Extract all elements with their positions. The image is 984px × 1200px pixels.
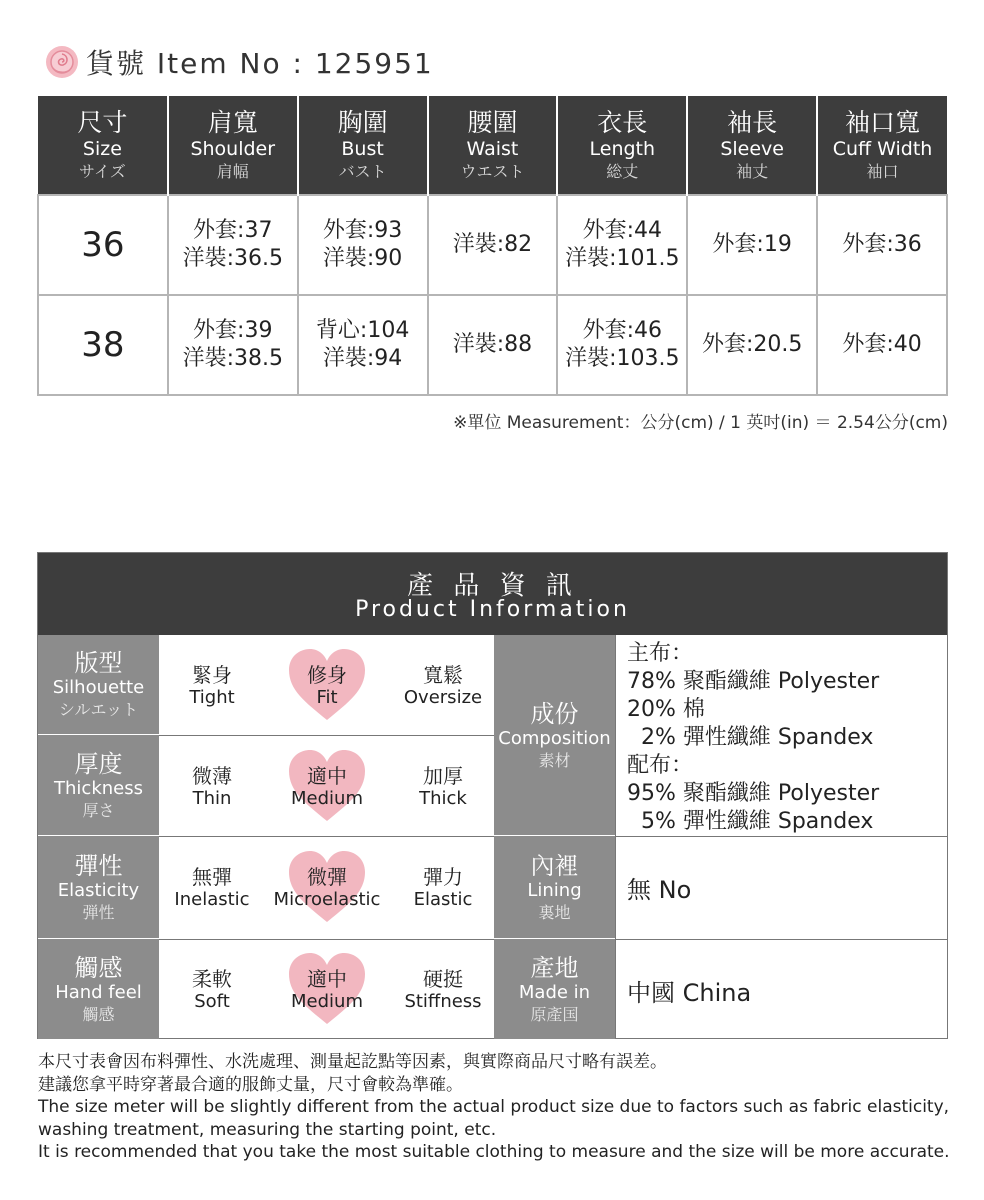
hand-feel-option-stiffness: 硬挺 Stiffness <box>404 967 482 1012</box>
elasticity-option-microelastic: 微彈 Microelastic <box>273 865 381 910</box>
item-number-text: 貨號 Item No : 125951 <box>86 47 434 80</box>
lining-value: 無 No <box>627 876 692 904</box>
list-item: 5% 彈性纖維 Spandex <box>627 809 874 834</box>
thickness-option-thick: 加厚 Thick <box>419 764 467 809</box>
column-header-waist: 腰圍 Waist ウエスト <box>428 96 558 195</box>
shoulder-cell: 外套:37 洋裝:36.5 <box>168 195 298 295</box>
disclaimer <box>38 1051 950 1164</box>
column-header-shoulder: 肩寬 Shoulder 肩幅 <box>168 96 298 195</box>
table-row <box>38 195 947 295</box>
list-item: 20% 棉 <box>627 697 705 722</box>
size-table-header-row <box>38 96 947 195</box>
product-info-title-zh: 產 品 資 訊 <box>407 571 578 601</box>
length-cell: 外套:46 洋裝:103.5 <box>557 295 687 395</box>
column-header-sleeve: 袖長 Sleeve 袖丈 <box>687 96 817 195</box>
column-header-bust: 胸圍 Bust バスト <box>298 96 428 195</box>
measurement-note: ※單位 Measurement：公分(cm) / 1 英吋(in) ＝ 2.54公分(cm) <box>453 413 948 433</box>
cuff-width-cell: 外套:36 <box>817 195 947 295</box>
silhouette-option-tight: 緊身 Tight <box>189 663 235 708</box>
column-header-size: 尺寸 Size サイズ <box>38 96 168 195</box>
column-header-length: 衣長 Length 総丈 <box>557 96 687 195</box>
rose-icon <box>44 44 80 80</box>
disclaimer-line: 建議您拿平時穿著最合適的服飾丈量，尺寸會較為準確。 <box>38 1074 463 1095</box>
thickness-option-thin: 微薄 Thin <box>192 764 232 809</box>
bust-cell: 外套:93 洋裝:90 <box>298 195 428 295</box>
divider <box>159 735 494 736</box>
silhouette-option-fit: 修身 Fit <box>307 663 347 708</box>
column-header-cuff-width: 袖口寬 Cuff Width 袖口 <box>817 96 947 195</box>
hand-feel-option-medium: 適中 Medium <box>291 967 363 1012</box>
thickness-option-medium: 適中 Medium <box>291 764 363 809</box>
waist-cell: 洋裝:82 <box>428 195 558 295</box>
origin-value: 中國 China <box>627 979 752 1007</box>
silhouette-label: 版型 Silhouette シルエット <box>38 635 159 735</box>
list-item: 95% 聚酯纖維 Polyester <box>627 781 880 806</box>
product-info-header <box>38 553 947 635</box>
sleeve-cell: 外套:19 <box>687 195 817 295</box>
size-table <box>37 96 948 396</box>
origin-label: 產地 Made in 原產国 <box>494 939 615 1039</box>
item-number-title <box>44 40 434 84</box>
list-item: 2% 彈性纖維 Spandex <box>627 725 874 750</box>
list-item: 配布： <box>627 753 694 778</box>
list-item: 78% 聚酯纖維 Polyester <box>627 669 880 694</box>
waist-cell: 洋裝:88 <box>428 295 558 395</box>
thickness-label: 厚度 Thickness 厚さ <box>38 735 159 836</box>
disclaimer-line: 本尺寸表會因布料彈性、水洗處理、測量起訖點等因素，與實際商品尺寸略有誤差。 <box>38 1052 667 1072</box>
composition-label: 成份 Composition 素材 <box>494 635 615 836</box>
bust-cell: 背心:104 洋裝:94 <box>298 295 428 395</box>
size-cell: 36 <box>38 195 168 295</box>
hand-feel-option-soft: 柔軟 Soft <box>192 967 232 1012</box>
disclaimer-line: The size meter will be slightly different from the actual product size due to factors such as fabric elasticity, <box>38 1097 950 1117</box>
silhouette-option-oversize: 寬鬆 Oversize <box>403 663 483 708</box>
lining-label: 內裡 Lining 裏地 <box>494 836 615 939</box>
size-cell: 38 <box>38 295 168 395</box>
elasticity-label: 彈性 Elasticity 弾性 <box>38 836 159 939</box>
hand-feel-label: 觸感 Hand feel 觸感 <box>38 939 159 1039</box>
disclaimer-line: It is recommended that you take the most suitable clothing to measure and the size will be more accurate. <box>38 1142 950 1162</box>
length-cell: 外套:44 洋裝:101.5 <box>557 195 687 295</box>
divider <box>615 635 616 1039</box>
product-info-title-en: Product Information <box>355 597 630 622</box>
elasticity-option-inelastic: 無彈 Inelastic <box>174 865 250 910</box>
sleeve-cell: 外套:20.5 <box>687 295 817 395</box>
table-row <box>38 295 947 395</box>
disclaimer-line: washing treatment, measuring the starting point, etc. <box>38 1119 497 1140</box>
list-item: 主布： <box>627 641 694 666</box>
product-info-panel <box>37 552 948 1039</box>
cuff-width-cell: 外套:40 <box>817 295 947 395</box>
elasticity-option-elastic: 彈力 Elastic <box>413 865 473 910</box>
composition-list <box>627 640 879 836</box>
shoulder-cell: 外套:39 洋裝:38.5 <box>168 295 298 395</box>
